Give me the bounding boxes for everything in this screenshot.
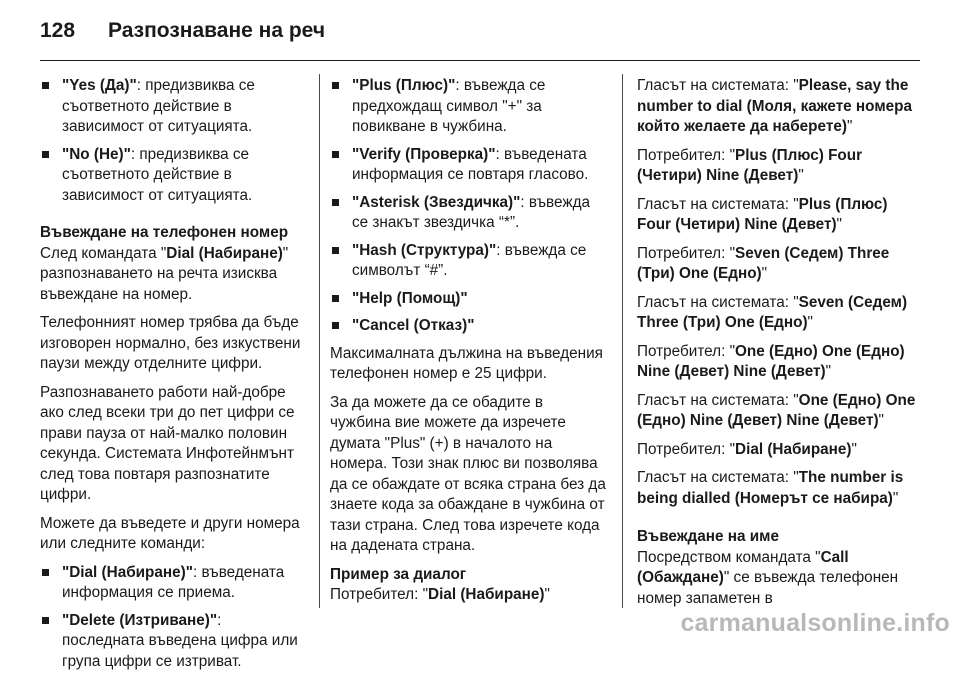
page-header — [40, 16, 325, 46]
dialog-line: Потребител: "Dial (Набиране)" — [330, 586, 550, 603]
dialog-line: Гласът на системата: "Plus (Плюс) Four (Четири) Nine (Девет)" — [637, 195, 888, 233]
list-item — [330, 193, 606, 234]
command-description: : последната въведена цифра или група цифри се изтриват. — [62, 611, 298, 670]
section-heading: Пример за диалог — [330, 565, 467, 583]
section-heading: Въвеждане на име — [637, 528, 779, 545]
column-2 — [330, 76, 606, 614]
watermark: carmanualsonline.info — [680, 609, 950, 637]
list-item — [40, 145, 306, 207]
list-item — [330, 289, 606, 310]
page-number: 128 — [40, 19, 76, 42]
bullet-square-icon — [42, 617, 49, 624]
dialog-line: Гласът на системата: "Please, say the number to dial (Моля, кажете номера който желаете да наберете)" — [637, 77, 912, 135]
bullet-square-icon — [42, 151, 49, 158]
paragraph: Максималната дължина на въведения телефонен номер е 25 цифри. — [330, 344, 603, 382]
list-item — [40, 76, 306, 138]
column-3 — [637, 76, 917, 617]
command-description: : въвежда се символът “#”. — [352, 241, 587, 279]
command-description: : въведената информация се повтаря гласово. — [352, 145, 589, 183]
command-description: : въвежда се предхождащ символ "+" за повикване в чужбина. — [352, 77, 546, 135]
command-label: "Plus (Плюс)" — [352, 77, 456, 94]
bullet-square-icon — [42, 82, 49, 89]
list-item — [330, 316, 606, 337]
list-item — [40, 611, 306, 673]
section-heading: Въвеждане на телефонен номер — [40, 224, 289, 241]
dialog-line: Гласът на системата: "One (Едно) One (Едно) Nine (Девет) Nine (Девет)" — [637, 391, 916, 429]
paragraph: Посредством командата "Call (Обаждане)" се въвежда телефонен номер запаметен в — [637, 548, 899, 607]
paragraph: Можете да въведете и други номера или следните команди: — [40, 514, 300, 552]
command-label: "Yes (Да)" — [62, 77, 137, 94]
list-item — [330, 76, 606, 138]
bullet-square-icon — [42, 569, 49, 576]
bullet-square-icon — [332, 151, 339, 158]
paragraph: Телефонният номер трябва да бъде изговорен нормално, без изкуствени паузи между отделните цифри. — [40, 314, 301, 372]
dialog-line: Потребител: "Seven (Седем) Three (Три) One (Едно)" — [637, 244, 890, 282]
command-description: : въведената информация се приема. — [62, 563, 285, 601]
header-rule — [40, 60, 920, 61]
paragraph: След командата "Dial (Набиране)" разпознаването на речта изисква въвеждане на номер. — [40, 244, 289, 303]
page-title: Разпознаване на реч — [108, 19, 326, 42]
bullet-square-icon — [332, 82, 339, 89]
paragraph: За да можете да се обадите в чужбина вие можете да изречете думата "Plus" (+) в началото на номера. Този знак плюс ви позволява да се обаждате от всяка страна без да знаете кода за обаждане в чужбина от тази страна. След това изречете кода на дадената страна. — [330, 393, 606, 554]
dialog-line: Потребител: "Plus (Плюс) Four (Четири) Nine (Девет)" — [637, 146, 863, 184]
command-label: "Help (Помощ)" — [352, 289, 468, 307]
command-label: "Hash (Структура)" — [352, 241, 497, 259]
bullet-square-icon — [332, 247, 339, 254]
command-label: "Delete (Изтриване)" — [62, 611, 218, 629]
column-divider-1 — [319, 74, 320, 608]
command-label: "Cancel (Отказ)" — [352, 317, 475, 334]
bullet-square-icon — [332, 295, 339, 302]
list-item — [40, 563, 306, 604]
bullet-square-icon — [332, 199, 339, 206]
bullet-square-icon — [332, 322, 339, 329]
dialog-line: Потребител: "One (Едно) One (Едно) Nine (Девет) Nine (Девет)" — [637, 342, 905, 380]
dialog-line: Потребител: "Dial (Набиране)" — [637, 440, 857, 458]
command-label: "Verify (Проверка)" — [352, 145, 496, 163]
command-label: "Dial (Набиране)" — [62, 563, 194, 581]
command-description: : предизвиква се съответното действие в зависимост от ситуацията. — [62, 77, 255, 135]
command-description: : предизвиква се съответното действие в зависимост от ситуацията. — [62, 145, 253, 204]
command-label: "No (Не)" — [62, 145, 131, 163]
dialog-line: Гласът на системата: "Seven (Седем) Three (Три) One (Едно)" — [637, 293, 908, 331]
paragraph: Разпознаването работи най-добре ако след всеки три до пет цифри се прави пауза от най-малко половин секунда. Системата Инфотейнмънт след това повтаря разпознатите цифри. — [40, 383, 295, 503]
list-item — [330, 241, 606, 282]
column-1 — [40, 76, 306, 679]
command-description: : въвежда се знакът звездичка “*”. — [352, 193, 591, 231]
list-item — [330, 145, 606, 186]
dialog-line: Гласът на системата: "The number is being dialled (Номерът се набира)" — [637, 469, 904, 507]
command-label: "Asterisk (Звездичка)" — [352, 193, 521, 211]
column-divider-2 — [622, 74, 623, 608]
